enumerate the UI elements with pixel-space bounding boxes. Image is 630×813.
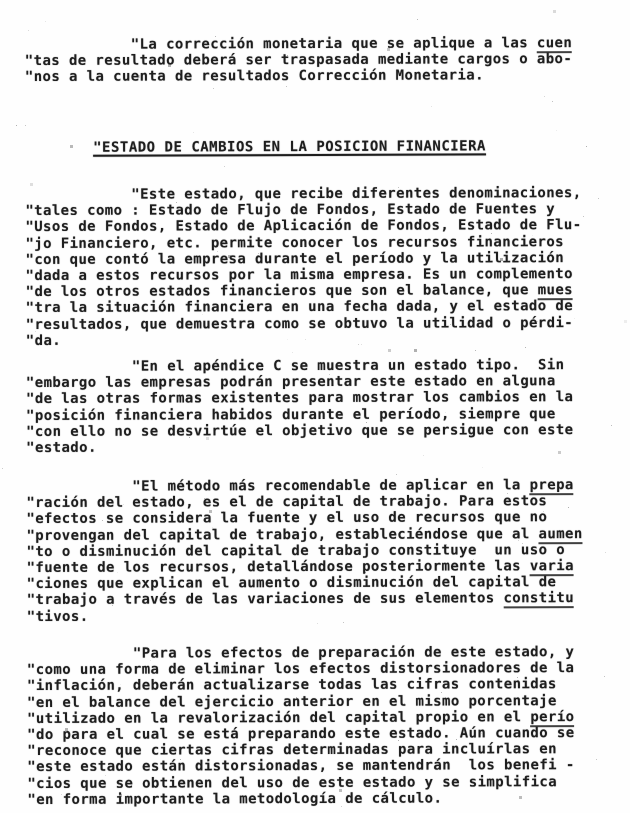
text-line bbox=[27, 607, 583, 625]
paragraph-1 bbox=[25, 35, 573, 86]
text-segment: "do para el cual se está preparando este estado. Aún cuando se bbox=[27, 725, 575, 744]
text-line bbox=[27, 709, 574, 727]
text-line bbox=[26, 406, 573, 424]
text-segment: "como una forma de eliminar los efectos distorsionadores de la bbox=[26, 660, 575, 679]
text-segment: "este estado están distorsionadas, se mantendrán los benefi - bbox=[27, 757, 575, 776]
text-segment: "posición financiera habidos durante el período, siempre que bbox=[26, 405, 556, 424]
text-segment: "utilizado en la revalorización del capital propio en el bbox=[27, 709, 531, 727]
text-segment: "ciones que explican el aumento o disminución del capital de bbox=[26, 574, 557, 593]
text-segment: "El método más recomendable de aplicar en la bbox=[132, 477, 530, 495]
word-continuation-underline: constitu bbox=[503, 590, 575, 607]
text-segment: "efectos se considera la fuente y el uso de recursos que no bbox=[26, 509, 548, 528]
text-segment: "estado. bbox=[26, 439, 97, 457]
word-continuation-underline: perío bbox=[530, 708, 575, 726]
text-line bbox=[25, 217, 581, 235]
text-line bbox=[25, 68, 573, 86]
text-segment: "en el balance del ejercicio anterior en el mismo porcentaje bbox=[27, 692, 557, 711]
text-line bbox=[26, 298, 582, 316]
text-segment: "Este estado, que recibe diferentes denominaciones, bbox=[131, 185, 582, 203]
text-segment: "resultados, que demuestra como se obtuvo la utilidad o pérdi- bbox=[25, 314, 574, 333]
text-line bbox=[27, 590, 583, 608]
text-line bbox=[27, 758, 574, 776]
text-line bbox=[26, 542, 582, 560]
text-segment: "embargo las empresas podrán presentar este estado en alguna bbox=[25, 373, 556, 392]
text-line bbox=[27, 693, 574, 711]
text-line bbox=[25, 51, 573, 69]
section-heading-text: "ESTADO DE CAMBIOS EN LA POSICION FINANCIERA bbox=[93, 138, 486, 156]
text-segment: "de los otros estados financieros que son el balance, que bbox=[25, 282, 538, 301]
text-segment: "dada a estos recursos por la misma empresa. Es un complemento bbox=[25, 266, 573, 285]
text-segment: "La corrección monetaria que se aplique a las bbox=[130, 35, 537, 53]
text-segment: "cios que se obtienen del uso de este estado y se simplifica bbox=[27, 773, 558, 792]
word-continuation-underline: cuen bbox=[536, 35, 573, 52]
text-segment: "con que contó la empresa durante el período y la utilización bbox=[25, 249, 565, 268]
text-segment: "con ello no se desvirtúe el objetivo que se persigue con este bbox=[26, 421, 574, 440]
text-line bbox=[27, 790, 574, 808]
text-segment: "fuente de los recursos, detallándose posteriormente las bbox=[26, 558, 530, 577]
text-segment: "tas de resultado deberá ser traspasada mediante cargos o abo- bbox=[24, 51, 573, 70]
text-line bbox=[25, 250, 581, 268]
text-line bbox=[27, 677, 574, 695]
word-continuation-underline: mues bbox=[537, 282, 574, 299]
section-heading bbox=[93, 138, 486, 155]
paragraph-5 bbox=[27, 644, 575, 808]
text-segment: "to o disminución del capital de trabajo constituye un uso o bbox=[26, 541, 566, 560]
paragraph-4 bbox=[26, 477, 583, 625]
text-segment: "en forma importante la metodología de cálculo. bbox=[27, 790, 443, 808]
text-segment: "trabajo a través de las variaciones de sus elementos bbox=[26, 590, 504, 609]
text-line bbox=[26, 509, 582, 527]
text-segment: "de las otras formas existentes para mostrar los cambios en la bbox=[25, 389, 574, 408]
text-segment: "Usos de Fondos, Estado de Aplicación de Fondos, Estado de Flu- bbox=[25, 217, 582, 236]
text-segment: "da. bbox=[25, 332, 62, 349]
word-continuation-underline: varia bbox=[529, 558, 574, 575]
text-line bbox=[26, 315, 582, 333]
text-segment: "Para los efectos de preparación de este estado, y bbox=[132, 644, 575, 662]
text-line bbox=[26, 438, 573, 456]
text-segment: "jo Financiero, etc. permite conocer los recursos financieros bbox=[25, 233, 565, 252]
text-segment: "provengan del capital de trabajo, estableciéndose que al bbox=[26, 525, 539, 544]
text-segment: "tivos. bbox=[26, 608, 89, 625]
text-segment: "inflación, deberán actualizarse todas las cifras contenidas bbox=[26, 676, 557, 695]
paragraph-3 bbox=[26, 357, 574, 456]
word-continuation-underline: aumen bbox=[538, 525, 583, 542]
text-line bbox=[26, 422, 573, 440]
text-segment: "tra la situación financiera en una fecha dada, y el estado de bbox=[25, 298, 574, 317]
text-line bbox=[25, 234, 581, 252]
text-segment: "ración del estado, es el de capital de trabajo. Para estos bbox=[26, 493, 548, 512]
text-line bbox=[27, 774, 574, 792]
text-segment: "reconoce que ciertas cifras determinadas para incluírlas en bbox=[27, 741, 557, 760]
text-segment: "tales como : Estado de Flujo de Fondos, Estado de Fuentes y bbox=[25, 201, 556, 220]
text-line bbox=[26, 390, 573, 408]
text-segment: "nos a la cuenta de resultados Corrección Monetaria. bbox=[24, 67, 484, 86]
text-line bbox=[26, 331, 582, 349]
paragraph-2 bbox=[25, 185, 582, 349]
word-continuation-underline: prepa bbox=[529, 477, 574, 494]
text-line bbox=[26, 526, 582, 544]
text-segment: "En el apéndice C se muestra un estado tipo. Sin bbox=[131, 357, 565, 375]
